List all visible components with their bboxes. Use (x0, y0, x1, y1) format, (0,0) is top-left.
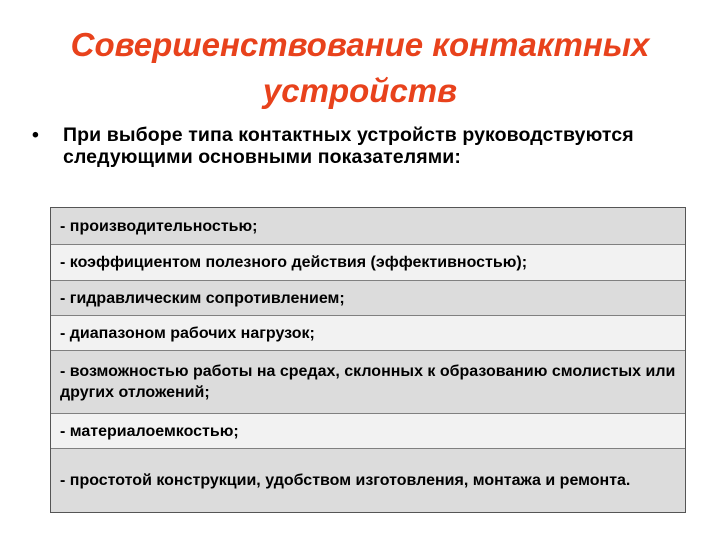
criteria-row: - гидравлическим сопротивлением; (51, 281, 685, 316)
criteria-row: - производительностью; (51, 208, 685, 245)
criteria-table (50, 207, 686, 513)
bullet-icon: • (32, 124, 39, 146)
criteria-row: - простотой конструкции, удобством изготовления, монтажа и ремонта. (51, 449, 685, 512)
intro-paragraph (32, 124, 672, 168)
criteria-row: - диапазоном рабочих нагрузок; (51, 316, 685, 351)
criteria-row: - коэффициентом полезного действия (эффективностью); (51, 245, 685, 281)
criteria-row: - материалоемкостью; (51, 414, 685, 449)
intro-text: При выборе типа контактных устройств руководствуются следующими основными показателями: (63, 124, 634, 168)
criteria-row: - возможностью работы на средах, склонных к образованию смолистых или других отложений; (51, 351, 685, 414)
slide-title: Совершенствование контактных устройств (70, 26, 650, 109)
